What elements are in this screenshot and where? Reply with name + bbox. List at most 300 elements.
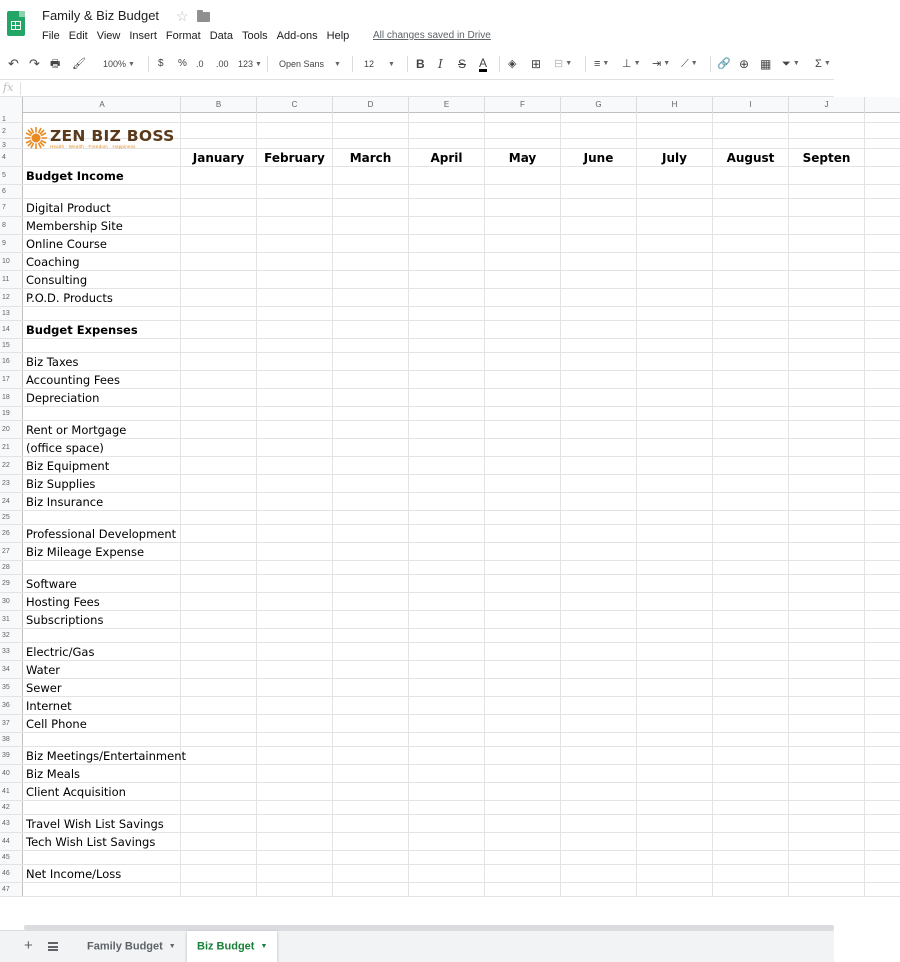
column-header-i[interactable]: I [713,97,789,113]
cell-f17[interactable] [485,371,561,388]
cell-j24[interactable] [789,493,865,510]
cell-j40[interactable] [789,765,865,782]
cell-h40[interactable] [637,765,713,782]
cell-g20[interactable] [561,421,637,438]
cell-f5[interactable] [485,167,561,184]
cell-i6[interactable] [713,185,789,198]
cell-j5[interactable] [789,167,865,184]
cell-h19[interactable] [637,407,713,420]
text-wrap-icon[interactable]: ⇥ ▼ [652,58,671,70]
cell-h28[interactable] [637,561,713,574]
all-sheets-button[interactable] [48,942,58,951]
cell-f22[interactable] [485,457,561,474]
cell-g45[interactable] [561,851,637,864]
cell-g30[interactable] [561,593,637,610]
cell-b9[interactable] [181,235,257,252]
cell-f45[interactable] [485,851,561,864]
cell-a44[interactable]: Tech Wish List Savings [24,833,181,850]
cell-e26[interactable] [409,525,485,542]
cell-a43[interactable]: Travel Wish List Savings [24,815,181,832]
cell-i34[interactable] [713,661,789,678]
cell-c26[interactable] [257,525,333,542]
cell-j33[interactable] [789,643,865,660]
row-header[interactable]: 46 [0,865,23,882]
cell-j46[interactable] [789,865,865,882]
cell-c17[interactable] [257,371,333,388]
row-header[interactable]: 41 [0,783,23,800]
row-header[interactable]: 7 [0,199,23,216]
cell-j39[interactable] [789,747,865,764]
cell-j12[interactable] [789,289,865,306]
cell-f23[interactable] [485,475,561,492]
cell-d11[interactable] [333,271,409,288]
cell-c44[interactable] [257,833,333,850]
row-header[interactable]: 9 [0,235,23,252]
cell-f37[interactable] [485,715,561,732]
cell-a10[interactable]: Coaching [24,253,181,270]
cell-a12[interactable]: P.O.D. Products [24,289,181,306]
cell-b30[interactable] [181,593,257,610]
cell-f7[interactable] [485,199,561,216]
cell-g3[interactable] [561,139,637,148]
cell-b2[interactable] [181,123,257,138]
cell-j41[interactable] [789,783,865,800]
cell-a34[interactable]: Water [24,661,181,678]
cell-d25[interactable] [333,511,409,524]
add-sheet-button[interactable]: + [24,937,33,954]
column-header-a[interactable]: A [24,97,181,113]
cell-b40[interactable] [181,765,257,782]
cell-i7[interactable] [713,199,789,216]
cell-a18[interactable]: Depreciation [24,389,181,406]
row-header[interactable]: 34 [0,661,23,678]
cell-c15[interactable] [257,339,333,352]
cell-e17[interactable] [409,371,485,388]
cell-c38[interactable] [257,733,333,746]
row-header[interactable]: 16 [0,353,23,370]
percent-format-button[interactable]: % [178,58,187,69]
cell-i10[interactable] [713,253,789,270]
month-header-cell[interactable]: May [485,149,561,166]
cell-g18[interactable] [561,389,637,406]
insert-chart-icon[interactable]: ▦ [760,57,772,71]
row-header[interactable]: 1 [0,113,23,122]
cell-e2[interactable] [409,123,485,138]
cell-d39[interactable] [333,747,409,764]
cell-g5[interactable] [561,167,637,184]
cell-f34[interactable] [485,661,561,678]
cell-b10[interactable] [181,253,257,270]
cell-b46[interactable] [181,865,257,882]
cell-d34[interactable] [333,661,409,678]
column-header-h[interactable]: H [637,97,713,113]
borders-icon[interactable]: ⊞ [531,57,542,71]
cell-j35[interactable] [789,679,865,696]
menu-help[interactable]: Help [326,30,350,42]
cell-j7[interactable] [789,199,865,216]
decrease-decimal-button[interactable]: .0 [196,59,204,69]
cell-e6[interactable] [409,185,485,198]
cell-f29[interactable] [485,575,561,592]
cell-i11[interactable] [713,271,789,288]
cell-b34[interactable] [181,661,257,678]
row-header[interactable]: 44 [0,833,23,850]
cell-e46[interactable] [409,865,485,882]
cell-c32[interactable] [257,629,333,642]
cell-b23[interactable] [181,475,257,492]
cell-h17[interactable] [637,371,713,388]
cell-a32[interactable] [24,629,181,642]
cell-h24[interactable] [637,493,713,510]
horizontal-align-icon[interactable]: ≡ ▼ [594,58,610,70]
cell-d15[interactable] [333,339,409,352]
cell-c8[interactable] [257,217,333,234]
cell-d20[interactable] [333,421,409,438]
cell-c19[interactable] [257,407,333,420]
cell-a36[interactable]: Internet [24,697,181,714]
cell-e25[interactable] [409,511,485,524]
cell-a23[interactable]: Biz Supplies [24,475,181,492]
cell-j3[interactable] [789,139,865,148]
cell-b28[interactable] [181,561,257,574]
cell-h5[interactable] [637,167,713,184]
cell-f25[interactable] [485,511,561,524]
cell-c46[interactable] [257,865,333,882]
cell-h21[interactable] [637,439,713,456]
cell-a16[interactable]: Biz Taxes [24,353,181,370]
cell-i43[interactable] [713,815,789,832]
cell-g42[interactable] [561,801,637,814]
row-header[interactable]: 45 [0,851,23,864]
cell-a17[interactable]: Accounting Fees [24,371,181,388]
cell-g21[interactable] [561,439,637,456]
cell-g1[interactable] [561,113,637,122]
cell-e7[interactable] [409,199,485,216]
cell-c6[interactable] [257,185,333,198]
cell-j1[interactable] [789,113,865,122]
cell-c36[interactable] [257,697,333,714]
cell-j37[interactable] [789,715,865,732]
cell-d41[interactable] [333,783,409,800]
insert-link-icon[interactable]: 🔗 [717,58,731,70]
row-header[interactable]: 23 [0,475,23,492]
cell-h34[interactable] [637,661,713,678]
cell-i41[interactable] [713,783,789,800]
column-header-f[interactable]: F [485,97,561,113]
cell-c3[interactable] [257,139,333,148]
cell-h33[interactable] [637,643,713,660]
cell-a45[interactable] [24,851,181,864]
cell-b47[interactable] [181,883,257,896]
cell-c1[interactable] [257,113,333,122]
cell-a4[interactable] [24,149,181,166]
cell-a5[interactable]: Budget Income [24,167,181,184]
cell-g35[interactable] [561,679,637,696]
cell-h35[interactable] [637,679,713,696]
cell-e20[interactable] [409,421,485,438]
cell-h23[interactable] [637,475,713,492]
cell-f26[interactable] [485,525,561,542]
cell-f1[interactable] [485,113,561,122]
cell-a37[interactable]: Cell Phone [24,715,181,732]
month-header-cell[interactable]: Septen [789,149,865,166]
cell-d6[interactable] [333,185,409,198]
cell-i36[interactable] [713,697,789,714]
cell-f19[interactable] [485,407,561,420]
column-header-g[interactable]: G [561,97,637,113]
functions-icon[interactable]: Σ ▼ [815,58,831,70]
cell-g28[interactable] [561,561,637,574]
cell-d17[interactable] [333,371,409,388]
cell-e42[interactable] [409,801,485,814]
more-formats-select[interactable]: 123 ▼ [238,59,262,69]
cell-a47[interactable] [24,883,181,896]
cell-h1[interactable] [637,113,713,122]
cell-g13[interactable] [561,307,637,320]
cell-e33[interactable] [409,643,485,660]
cell-a42[interactable] [24,801,181,814]
row-header[interactable]: 32 [0,629,23,642]
row-header[interactable]: 30 [0,593,23,610]
menu-insert[interactable]: Insert [129,30,157,42]
month-header-cell[interactable]: February [257,149,333,166]
cell-d42[interactable] [333,801,409,814]
cell-c30[interactable] [257,593,333,610]
cell-h27[interactable] [637,543,713,560]
cell-f28[interactable] [485,561,561,574]
cell-j26[interactable] [789,525,865,542]
cell-a41[interactable]: Client Acquisition [24,783,181,800]
cell-b29[interactable] [181,575,257,592]
cell-e43[interactable] [409,815,485,832]
cell-b12[interactable] [181,289,257,306]
cell-d45[interactable] [333,851,409,864]
cell-g33[interactable] [561,643,637,660]
cell-c23[interactable] [257,475,333,492]
row-header[interactable]: 27 [0,543,23,560]
cell-b1[interactable] [181,113,257,122]
cell-d36[interactable] [333,697,409,714]
cell-e36[interactable] [409,697,485,714]
cell-f15[interactable] [485,339,561,352]
cell-c29[interactable] [257,575,333,592]
cell-e44[interactable] [409,833,485,850]
cell-f2[interactable] [485,123,561,138]
print-icon[interactable]: 🖶 [50,58,61,70]
cell-c7[interactable] [257,199,333,216]
cell-e35[interactable] [409,679,485,696]
cell-a9[interactable]: Online Course [24,235,181,252]
paint-format-icon[interactable]: 🖌 [72,58,86,70]
cell-g22[interactable] [561,457,637,474]
cell-i2[interactable] [713,123,789,138]
row-header[interactable]: 42 [0,801,23,814]
cell-g44[interactable] [561,833,637,850]
cell-j15[interactable] [789,339,865,352]
row-header[interactable]: 15 [0,339,23,352]
cell-j22[interactable] [789,457,865,474]
cell-g27[interactable] [561,543,637,560]
cell-a24[interactable]: Biz Insurance [24,493,181,510]
menu-data[interactable]: Data [209,30,233,42]
cell-d9[interactable] [333,235,409,252]
month-header-cell[interactable]: January [181,149,257,166]
cell-d24[interactable] [333,493,409,510]
cell-c41[interactable] [257,783,333,800]
cell-c40[interactable] [257,765,333,782]
cell-h16[interactable] [637,353,713,370]
month-header-cell[interactable]: June [561,149,637,166]
cell-e39[interactable] [409,747,485,764]
menu-edit[interactable]: Edit [68,30,88,42]
cell-c22[interactable] [257,457,333,474]
column-header-c[interactable]: C [257,97,333,113]
row-header[interactable]: 38 [0,733,23,746]
cell-f9[interactable] [485,235,561,252]
cell-d32[interactable] [333,629,409,642]
cell-i30[interactable] [713,593,789,610]
cell-e41[interactable] [409,783,485,800]
cell-h46[interactable] [637,865,713,882]
cell-g9[interactable] [561,235,637,252]
cell-d7[interactable] [333,199,409,216]
cell-c12[interactable] [257,289,333,306]
cell-e18[interactable] [409,389,485,406]
cell-b24[interactable] [181,493,257,510]
row-header[interactable]: 11 [0,271,23,288]
cell-b41[interactable] [181,783,257,800]
cell-e47[interactable] [409,883,485,896]
row-header[interactable]: 20 [0,421,23,438]
row-header[interactable]: 3 [0,139,23,148]
row-header[interactable]: 39 [0,747,23,764]
formula-input[interactable] [26,81,826,95]
cell-i40[interactable] [713,765,789,782]
menu-file[interactable]: File [42,30,60,42]
cell-g36[interactable] [561,697,637,714]
cell-e31[interactable] [409,611,485,628]
cell-j9[interactable] [789,235,865,252]
cell-d13[interactable] [333,307,409,320]
font-size-select[interactable]: 12 ▼ [364,59,395,69]
cell-a26[interactable]: Professional Development [24,525,181,542]
cell-f3[interactable] [485,139,561,148]
cell-a21[interactable]: (office space) [24,439,181,456]
cell-j27[interactable] [789,543,865,560]
column-header-e[interactable]: E [409,97,485,113]
cell-b35[interactable] [181,679,257,696]
cell-j14[interactable] [789,321,865,338]
cell-d5[interactable] [333,167,409,184]
cell-d43[interactable] [333,815,409,832]
cell-f31[interactable] [485,611,561,628]
cell-a28[interactable] [24,561,181,574]
cell-g37[interactable] [561,715,637,732]
cell-b33[interactable] [181,643,257,660]
cell-h25[interactable] [637,511,713,524]
cell-e34[interactable] [409,661,485,678]
cell-b22[interactable] [181,457,257,474]
cell-h47[interactable] [637,883,713,896]
cell-d27[interactable] [333,543,409,560]
row-header[interactable]: 24 [0,493,23,510]
cell-c34[interactable] [257,661,333,678]
cell-d46[interactable] [333,865,409,882]
cell-a11[interactable]: Consulting [24,271,181,288]
menu-addons[interactable]: Add-ons [276,30,318,42]
cell-h10[interactable] [637,253,713,270]
cell-h6[interactable] [637,185,713,198]
cell-j16[interactable] [789,353,865,370]
cell-h42[interactable] [637,801,713,814]
cell-d8[interactable] [333,217,409,234]
cell-b26[interactable] [181,525,257,542]
cell-d10[interactable] [333,253,409,270]
cell-g12[interactable] [561,289,637,306]
cell-a7[interactable]: Digital Product [24,199,181,216]
cell-e30[interactable] [409,593,485,610]
row-header[interactable]: 17 [0,371,23,388]
cell-j47[interactable] [789,883,865,896]
row-header[interactable]: 19 [0,407,23,420]
cell-i8[interactable] [713,217,789,234]
cell-b25[interactable] [181,511,257,524]
cell-i19[interactable] [713,407,789,420]
cell-h14[interactable] [637,321,713,338]
cell-g11[interactable] [561,271,637,288]
cell-e5[interactable] [409,167,485,184]
cell-h36[interactable] [637,697,713,714]
cell-j29[interactable] [789,575,865,592]
cell-d23[interactable] [333,475,409,492]
cell-h12[interactable] [637,289,713,306]
cell-c35[interactable] [257,679,333,696]
italic-button[interactable]: I [438,57,443,71]
cell-f36[interactable] [485,697,561,714]
cell-e9[interactable] [409,235,485,252]
cell-b39[interactable] [181,747,257,764]
cell-g46[interactable] [561,865,637,882]
cell-f40[interactable] [485,765,561,782]
cell-f44[interactable] [485,833,561,850]
cell-a39[interactable]: Biz Meetings/Entertainment [26,749,186,763]
insert-comment-icon[interactable]: ⊕ [739,57,750,71]
cell-g15[interactable] [561,339,637,352]
cell-j13[interactable] [789,307,865,320]
cell-g25[interactable] [561,511,637,524]
cell-h30[interactable] [637,593,713,610]
cell-j6[interactable] [789,185,865,198]
undo-icon[interactable]: ↶ [8,56,19,71]
cell-i25[interactable] [713,511,789,524]
cell-b37[interactable] [181,715,257,732]
cell-c37[interactable] [257,715,333,732]
cell-b45[interactable] [181,851,257,864]
cell-b11[interactable] [181,271,257,288]
cell-b44[interactable] [181,833,257,850]
cell-f32[interactable] [485,629,561,642]
cell-b8[interactable] [181,217,257,234]
cell-i45[interactable] [713,851,789,864]
cell-e3[interactable] [409,139,485,148]
row-header[interactable]: 4 [0,149,23,166]
cell-h9[interactable] [637,235,713,252]
cell-c43[interactable] [257,815,333,832]
cell-a40[interactable]: Biz Meals [24,765,181,782]
cell-e10[interactable] [409,253,485,270]
cell-j21[interactable] [789,439,865,456]
redo-icon[interactable]: ↷ [29,56,40,71]
